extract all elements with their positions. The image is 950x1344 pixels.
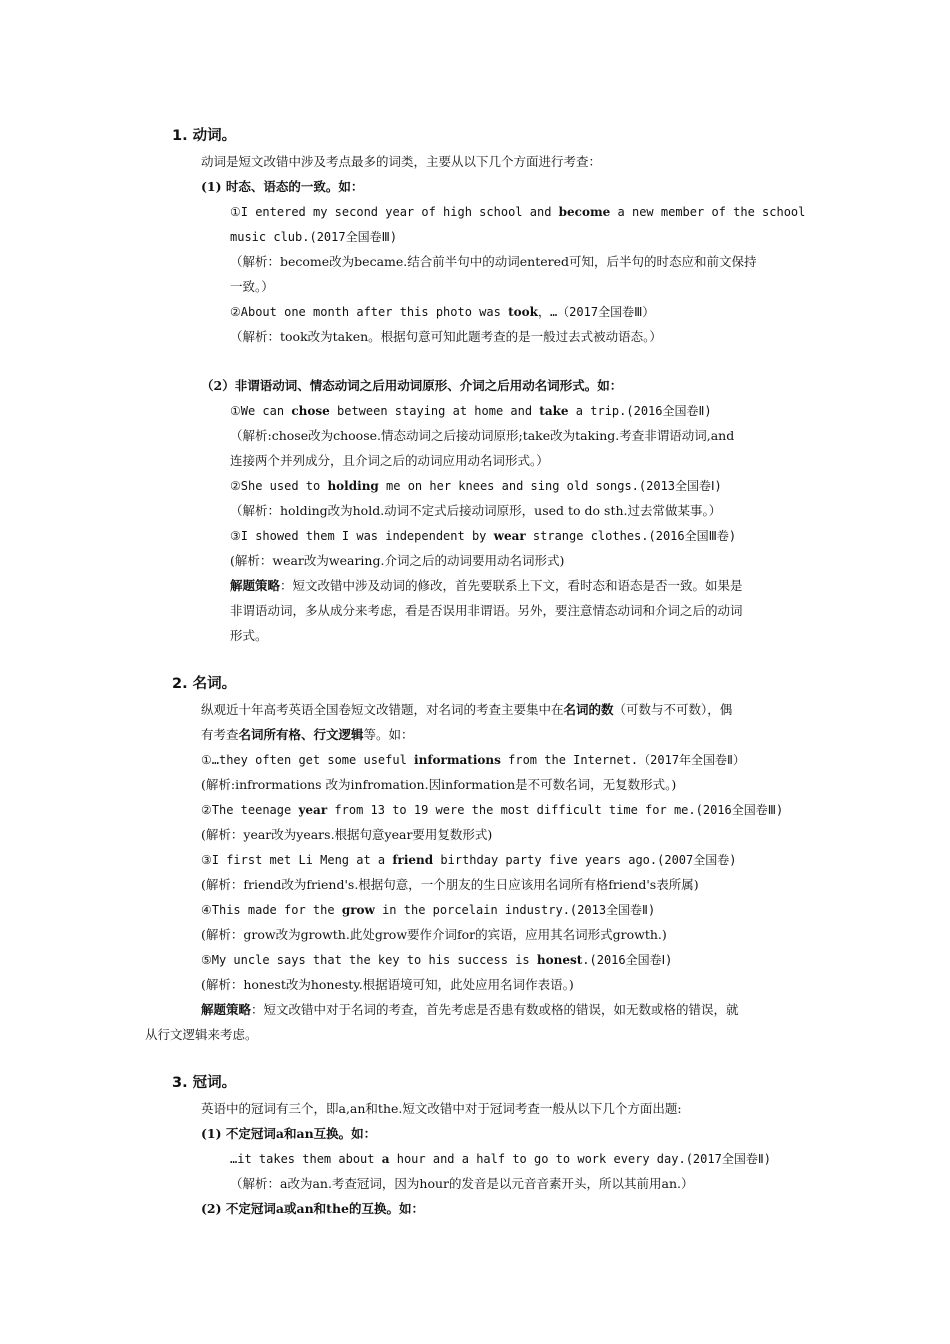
text: ①…they often get some useful (201, 753, 415, 767)
section-3-sub-1: (1) 不定冠词a和an互换。如： (201, 1126, 377, 1141)
keyword: took (508, 305, 538, 319)
analysis-2-1: （解析:chose改为choose.情态动词之后接动词原形;take改为taking.考查非谓语动词,and (230, 428, 735, 443)
section-3-sub-2: (2) 不定冠词a或an和the的互换。如： (201, 1201, 424, 1216)
article-example-1 (230, 1151, 771, 1167)
analysis-2-2: （解析：holding改为hold.动词不定式后接动词原形，used to do sth.过去常做某事。） (230, 503, 722, 518)
section-2-heading: 2. 名词。 (172, 676, 237, 692)
text: ③I showed them I was independent by (230, 529, 494, 543)
example-1-1-cont: music club.(2017全国卷Ⅲ) (230, 230, 398, 244)
example-2-3 (230, 528, 736, 544)
article-analysis-1: （解析：a改为an.考查冠词，因为hour的发音是以元音音素开头，所以其前用an.） (230, 1176, 694, 1191)
section-2-intro-cont (201, 727, 414, 743)
noun-analysis-4: (解析：grow改为growth.此处grow要作介词for的宾语，应用其名词形式growth.) (201, 927, 667, 942)
text: between staying at home and (329, 404, 540, 418)
keyword: holding (327, 479, 379, 493)
text: hour and a half to go to work every day.(2017全国卷Ⅱ) (389, 1152, 771, 1166)
text: .(2016全国卷Ⅰ) (582, 953, 673, 967)
section-1-heading: 1. 动词。 (172, 128, 237, 144)
keyword: wear (493, 529, 526, 543)
text: me on her knees and sing old songs.(2013全国卷Ⅰ) (378, 479, 722, 493)
keyword: 名词的数 (563, 702, 614, 717)
noun-analysis-5: (解析：honest改为honesty.根据语境可知，此处应用名词作表语。) (201, 977, 574, 992)
text: ⑤My uncle says that the key to his success is (201, 953, 537, 967)
text: ②She used to (230, 479, 328, 493)
keyword: grow (341, 903, 375, 917)
analysis-2-1-cont: 连接两个并列成分，且介词之后的动词应用动名词形式。） (230, 453, 549, 468)
analysis-2-3: (解析：wear改为wearing.介词之后的动词要用动名词形式) (230, 553, 565, 568)
section-2-intro (201, 702, 732, 718)
keyword: friend (392, 853, 434, 867)
keyword: become (558, 205, 611, 219)
noun-analysis-1: (解析:infrormations 改为infromation.因information是不可数名词，无复数形式。) (201, 777, 677, 792)
noun-example-4 (201, 902, 655, 918)
noun-example-1 (201, 752, 745, 768)
noun-analysis-3: (解析：friend改为friend's.根据句意，一个朋友的生日应该用名词所有格friend's表所属) (201, 877, 699, 892)
noun-analysis-2: (解析：year改为years.根据句意year要用复数形式) (201, 827, 493, 842)
text: ②The teenage (201, 803, 299, 817)
text: 等。如： (363, 727, 414, 742)
strategy-2-cont: 从行文逻辑来考虑。 (145, 1027, 258, 1042)
text: ①We can (230, 404, 292, 418)
example-2-2 (230, 478, 722, 494)
text: ④This made for the (201, 903, 342, 917)
example-1-1 (230, 204, 805, 220)
strategy-1 (230, 578, 743, 594)
text: …it takes them about (230, 1152, 382, 1166)
strategy-label: 解题策略 (201, 1002, 252, 1017)
keyword: take (539, 404, 569, 418)
text: from the Internet.（2017年全国卷Ⅱ） (500, 753, 745, 767)
text: ：短文改错中涉及动词的修改，首先要联系上下文，看时态和语态是否一致。如果是 (280, 578, 743, 593)
text: ①I entered my second year of high school and (230, 205, 559, 219)
text: birthday party five years ago.(2007全国卷) (433, 853, 737, 867)
noun-example-3 (201, 852, 736, 868)
text: 纵观近十年高考英语全国卷短文改错题，对名词的考查主要集中在 (201, 702, 564, 717)
analysis-1-2: （解析：took改为taken。根据句意可知此题考查的是一般过去式被动语态。） (230, 329, 662, 344)
text: 有考查 (201, 727, 239, 742)
keyword: a (381, 1152, 390, 1166)
analysis-1-1-cont: 一致。） (230, 279, 274, 294)
strategy-2 (201, 1002, 739, 1018)
strategy-label: 解题策略 (230, 578, 281, 593)
keyword: informations (414, 753, 501, 767)
strategy-1-cont: 非谓语动词，多从成分来考虑，看是否误用非谓语。另外，要注意情态动词和介词之后的动词 (230, 603, 743, 618)
text: （可数与不可数），偶 (613, 702, 733, 717)
noun-example-5 (201, 952, 672, 968)
section-1-intro: 动词是短文改错中涉及考点最多的词类，主要从以下几个方面进行考查： (201, 154, 602, 169)
keyword: chose (291, 404, 330, 418)
noun-example-2 (201, 802, 783, 818)
example-2-1 (230, 403, 712, 419)
analysis-1-1: （解析：become改为became.结合前半句中的动词entered可知，后半句的时态应和前文保持 (230, 254, 757, 269)
text: in the porcelain industry.(2013全国卷Ⅱ) (374, 903, 656, 917)
strategy-1-cont-2: 形式。 (230, 628, 268, 643)
text: a new member of the school (610, 205, 806, 219)
example-1-2 (230, 304, 654, 320)
text: ：短文改错中对于名词的考查，首先考虑是否患有数或格的错误，如无数或格的错误，就 (251, 1002, 739, 1017)
text: a trip.(2016全国卷Ⅱ) (568, 404, 712, 418)
section-1-sub-2: （2）非谓语动词、情态动词之后用动词原形、介词之后用动名词形式。如： (201, 378, 623, 393)
text: strange clothes.(2016全国Ⅲ卷) (525, 529, 737, 543)
keyword: year (298, 803, 328, 817)
section-1-sub-1: (1) 时态、语态的一致。如： (201, 179, 364, 194)
keyword: honest (536, 953, 583, 967)
text: ，…（2017全国卷Ⅲ） (537, 305, 655, 319)
text: from 13 to 19 were the most difficult time for me.(2016全国卷Ⅲ) (327, 803, 784, 817)
section-3-intro: 英语中的冠词有三个，即a,an和the.短文改错中对于冠词考查一般从以下几个方面出题: (201, 1101, 682, 1116)
text: ③I first met Li Meng at a (201, 853, 393, 867)
section-3-heading: 3. 冠词。 (172, 1075, 237, 1091)
text: ②About one month after this photo was (230, 305, 509, 319)
keyword: 名词所有格、行文逻辑 (238, 727, 364, 742)
